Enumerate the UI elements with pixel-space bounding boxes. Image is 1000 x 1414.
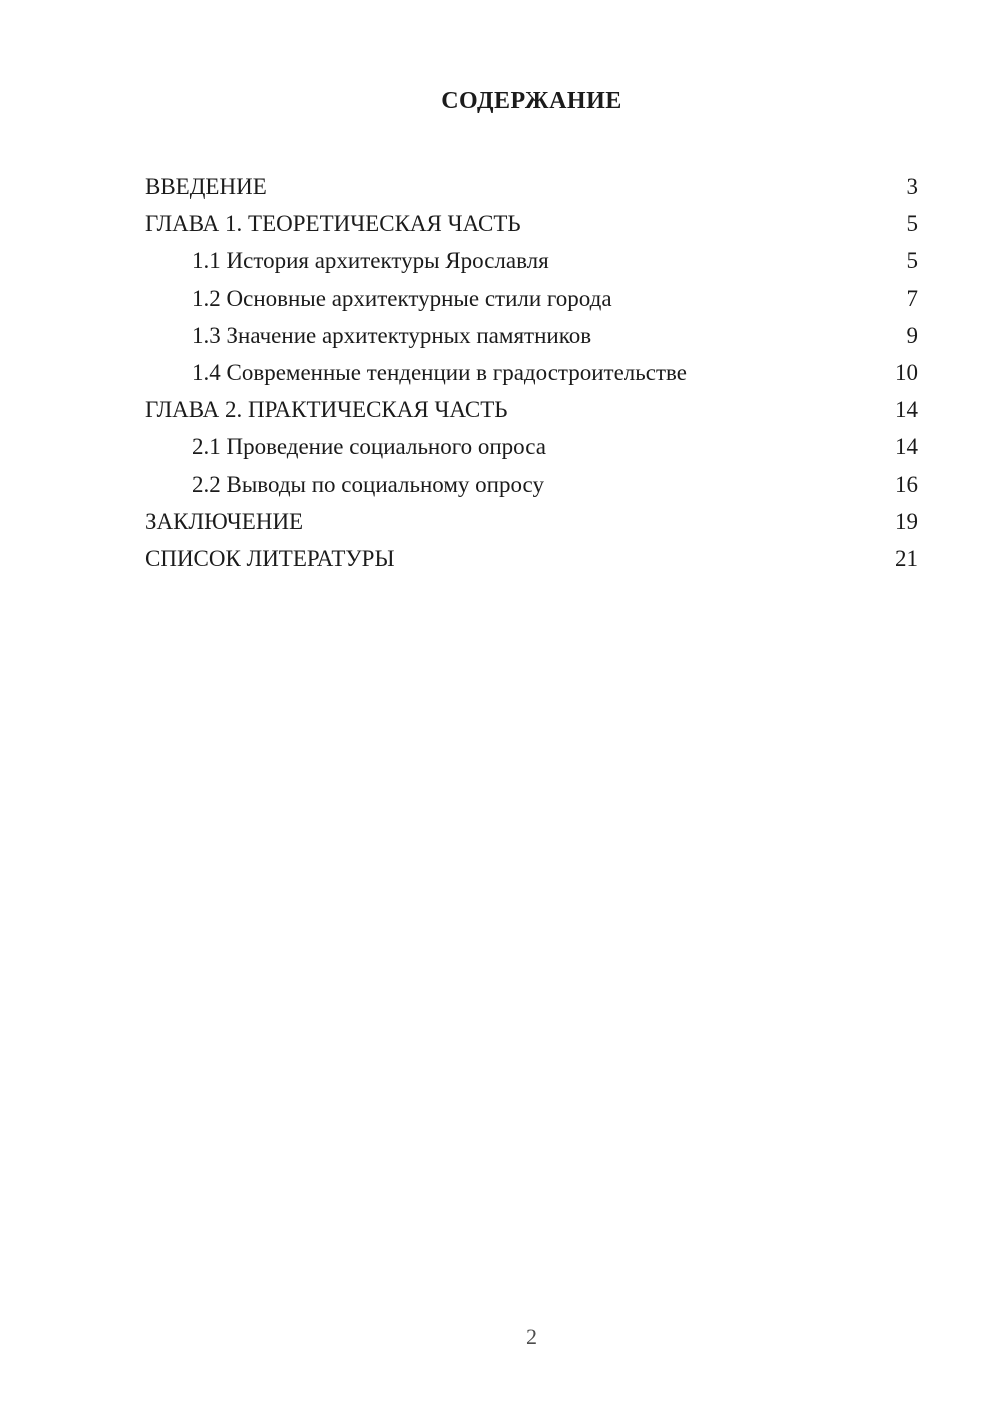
toc-entry-page-number: 5: [906, 248, 918, 274]
toc-entry: [145, 242, 918, 279]
toc-entry-label: ГЛАВА 2. ПРАКТИЧЕСКАЯ ЧАСТЬ: [145, 397, 508, 423]
toc-entry-label: ВВЕДЕНИЕ: [145, 174, 267, 199]
toc-entry: [145, 205, 918, 242]
toc-entry-label: СПИСОК ЛИТЕРАТУРЫ: [145, 545, 395, 571]
toc-entry-label: 2.1 Проведение социального опроса: [192, 434, 546, 460]
toc-entry: [145, 503, 918, 540]
toc-entry: [145, 540, 918, 577]
toc-entry-page-number: 14: [895, 397, 918, 423]
toc-entry-page-number: 21: [895, 545, 918, 571]
toc-entry: [145, 168, 918, 205]
toc-entry-page-number: 3: [906, 174, 918, 199]
toc-entry: [145, 428, 918, 465]
toc-entry: [145, 466, 918, 503]
toc-entry-page-number: 10: [895, 359, 918, 385]
table-of-contents: [145, 168, 918, 577]
toc-entry-label: 1.1 История архитектуры Ярославля: [192, 248, 549, 274]
toc-entry-label: ГЛАВА 1. ТЕОРЕТИЧЕСКАЯ ЧАСТЬ: [145, 211, 521, 237]
toc-entry-page-number: 9: [906, 322, 918, 348]
toc-entry: [145, 391, 918, 428]
toc-entry-page-number: 14: [895, 434, 918, 460]
page-title: СОДЕРЖАНИЕ: [441, 88, 622, 114]
toc-entry-label: 1.2 Основные архитектурные стили города: [192, 285, 612, 311]
toc-entry-page-number: 19: [895, 508, 918, 534]
toc-entry-page-number: 7: [906, 285, 918, 311]
toc-entry-page-number: 16: [895, 471, 918, 497]
toc-entry: [145, 317, 918, 354]
toc-entry-label: 1.3 Значение архитектурных памятников: [192, 322, 592, 348]
toc-entry: [145, 280, 918, 317]
footer-page-number: 2: [526, 1324, 537, 1349]
toc-entry-page-number: 5: [906, 211, 918, 237]
toc-entry-label: ЗАКЛЮЧЕНИЕ: [145, 508, 304, 534]
toc-entry-label: 1.4 Современные тенденции в градостроительстве: [192, 359, 687, 385]
toc-entry-label: 2.2 Выводы по социальному опросу: [192, 471, 544, 497]
toc-entry: [145, 354, 918, 391]
